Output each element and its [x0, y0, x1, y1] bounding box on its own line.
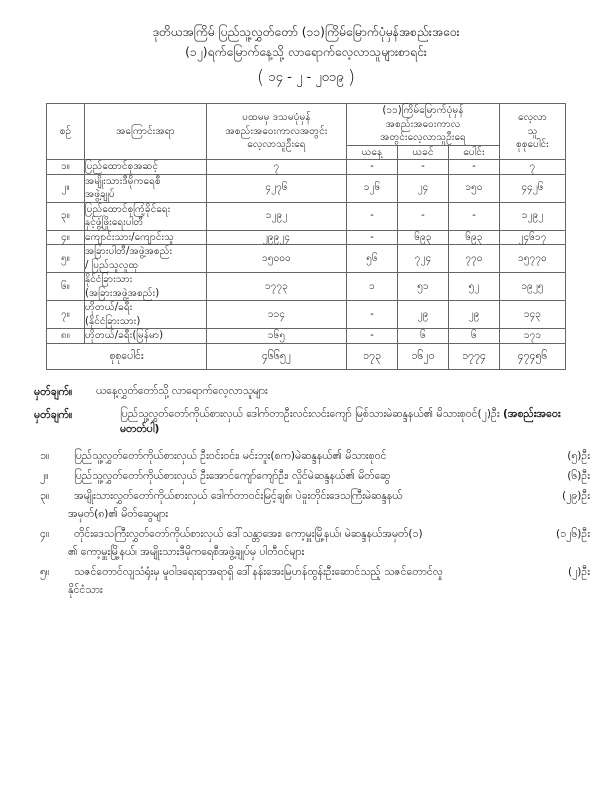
note-label: မှတ်ချက်။: [34, 385, 73, 398]
table-row: [47, 273, 566, 301]
note-row: [34, 407, 586, 438]
row-subject-l2: အဖွဲ့ချုပ်: [85, 189, 115, 200]
row-subject-l2: (နိုင်ငံခြားသား): [85, 315, 141, 327]
notes-section: [0, 384, 612, 438]
total-previous: ၁၆၂၀: [398, 343, 449, 370]
header-grand-l2: သူ: [527, 125, 538, 137]
row-today: -: [347, 230, 398, 245]
row-today: -: [347, 202, 398, 230]
title-date-line: [0, 64, 612, 91]
table-row: [47, 329, 566, 344]
header-first-session-l3: လေ့လာသူဦးရေ: [247, 139, 306, 151]
row-today: ၁၂၆: [347, 174, 398, 202]
row-today: -: [347, 329, 398, 344]
row-previous: ၂၄: [398, 174, 449, 202]
total-first-session: ၄၆၆၅၂: [207, 343, 347, 370]
row-subject: [85, 245, 207, 273]
row-serial: ၅။: [47, 245, 85, 273]
row-subject-l2: (အခြားအဖွဲ့အစည်း): [85, 287, 160, 299]
list-item-body: [74, 488, 590, 504]
row-previous: ၇၂၄: [398, 245, 449, 273]
row-serial: ၈။: [47, 329, 85, 344]
row-serial: ၄။: [47, 230, 85, 245]
list-item-count: (၁၂၆)ဦး: [556, 527, 590, 540]
table-total-row: [47, 343, 566, 370]
row-subtotal: ၂၉: [449, 301, 500, 329]
header-serial: စဉ်: [47, 104, 85, 160]
row-first-session: ၂၉၉၂၄: [207, 230, 347, 245]
row-first-session: ၄၂၇၆: [207, 174, 347, 202]
header-11th-l3: အတွင်းလေ့လာသူဦးရေ: [380, 132, 466, 143]
row-subject-l2: နှင့်ဖွံ့ဖြိုးရေးပါတီ: [85, 217, 144, 228]
row-grand-total: ၁၄၃: [500, 301, 566, 329]
row-subject: [85, 329, 207, 344]
row-subject: [85, 202, 207, 230]
list-item-number: ၂။: [40, 469, 49, 482]
report-date: ၁၄ - ၂ - ၂၀၁၉: [268, 70, 344, 85]
row-subtotal: -: [449, 160, 500, 175]
note-label: မှတ်ချက်။: [34, 407, 73, 421]
list-item-text: အမျိုးသားလွှတ်တော်ကိုယ်စားလှယ် ဒေါက်တာဝင်းမြင့်ချစ်၊ ပဲခူးတိုင်းဒေသကြီးမဲဆန္ဒနယ်: [74, 489, 403, 502]
list-item-count: (၂)ဦး: [567, 565, 590, 578]
list-item-body: [74, 448, 590, 464]
attendance-table-wrapper: [46, 103, 566, 370]
row-first-session: ၁၇၇၃: [207, 273, 347, 301]
row-previous: -: [398, 202, 449, 230]
row-subject-l1: ပြည်ထောင်စုအဆင့်: [85, 161, 159, 172]
note-text: [96, 407, 586, 438]
note-text: ယနေ့လွှတ်တော်သို့ လာရောက်လေ့လာသူများ: [96, 385, 268, 397]
row-subject: [85, 160, 207, 175]
header-subtotal: ပေါင်း: [449, 145, 500, 160]
row-subject-l1: အခြားပါတီ/အဖွဲ့အစည်း: [85, 246, 173, 257]
row-grand-total: ၇: [500, 160, 566, 175]
header-grand-l3: စုစုပေါင်း: [516, 139, 549, 151]
list-item-number: ၁။: [40, 449, 50, 462]
list-item: [34, 468, 590, 484]
row-subtotal: -: [449, 202, 500, 230]
total-label: စုစုပေါင်း: [47, 343, 207, 370]
row-previous: ၆: [398, 329, 449, 344]
row-subject: [85, 174, 207, 202]
list-item-number: ၃။: [40, 489, 50, 502]
table-row: [47, 160, 566, 175]
list-item: [34, 448, 590, 464]
header-first-session-l1: ပထမမှ ဒသမပုံမှန်: [242, 112, 311, 124]
total-grand: ၄၇၄၅၆: [500, 343, 566, 370]
list-item: [34, 488, 590, 504]
total-today: ၁၇၃: [347, 343, 398, 370]
row-grand-total: ၄၄၂၆: [500, 174, 566, 202]
row-serial: ၃။: [47, 202, 85, 230]
row-subtotal: ၆၉၃: [449, 230, 500, 245]
row-serial: ၆။: [47, 273, 85, 301]
row-subject: [85, 301, 207, 329]
title-line-2: (၁၂)ရက်မြောက်နေ့သို့ လာရောက်လေ့လာသူများစာရင်း: [185, 45, 427, 59]
list-item-number: ၄။: [40, 527, 50, 540]
title-line-1: ဒုတိယအကြိမ် ပြည်သူ့လွှတ်တော် (၁၁)ကြိမ်မြောက်ပုံမှန်အစည်းအဝေး: [152, 25, 460, 39]
list-item-body: [74, 526, 590, 542]
row-serial: ၇။: [47, 301, 85, 329]
list-item-text: တိုင်းဒေသကြီးလွှတ်တော်ကိုယ်စားလှယ် ဒေါ်သန္တာအေး၊ ကော့မှူးမြို့နယ်၊ မဲဆန္ဒနယ်အမှတ်(၁): [74, 527, 423, 540]
header-row-top: [47, 104, 566, 146]
row-grand-total: ၁၇၁: [500, 329, 566, 344]
row-previous: ၂၉: [398, 301, 449, 329]
row-previous: ၆၉၃: [398, 230, 449, 245]
total-subtotal: ၁၇၇၄: [449, 343, 500, 370]
list-item-continuation: ၏ ကော့မှူးမြို့နယ်၊ အမျိုးသားဒီမိုကရေစီအဖွဲ့ချုပ်မှ ပါတီဝင်များ: [68, 545, 305, 558]
row-subject: [85, 230, 207, 245]
table-row: [47, 174, 566, 202]
list-item-body: [74, 468, 590, 484]
row-subject-l1: နိုင်ငံခြားသား: [85, 274, 133, 285]
list-item-number: ၅။: [40, 565, 50, 578]
row-serial: ၂။: [47, 174, 85, 202]
list-item-text: သဇင်တောင်လျသံရုံးမှ မူဝါဒရေးရာအရာရှိ ဒေါ်နန်းအေးမြဟန်ထွန်းဦးဆောင်သည့် သဇင်တောင်လှု: [74, 565, 443, 578]
row-previous: ၅၁: [398, 273, 449, 301]
table-body: [47, 160, 566, 370]
header-11th-l1: (၁၁)ကြိမ်မြောက်ပုံမှန်: [382, 105, 464, 116]
row-subject: [85, 273, 207, 301]
row-today: -: [347, 160, 398, 175]
row-subtotal: ၁၅၀: [449, 174, 500, 202]
list-item: [34, 526, 590, 542]
row-first-session: ၁၆၅: [207, 329, 347, 344]
list-item-text: ပြည်သူ့လွှတ်တော်ကိုယ်စားလှယ် ဦးဝင်းဝင်း၊ မင်းဘူး(စက)မဲဆန္ဒနယ်၏ မိသားစုဝင်: [74, 449, 387, 462]
list-item-body: [74, 564, 590, 580]
header-11th-l2: အစည်းအဝေးကာလ: [385, 118, 461, 130]
list-item: [34, 564, 590, 580]
list-item-count: (၆)ဦး: [567, 469, 590, 482]
note-text-bold-tail: (အစည်းအဝေးမတတ်ပါ): [120, 407, 561, 435]
row-subject-l2: / ပြည်သူလူထု: [85, 259, 139, 271]
table-row: [47, 230, 566, 245]
list-item-continuation: နိုင်ငံသား: [68, 583, 103, 596]
row-grand-total: ၂၄၆၁၇: [500, 230, 566, 245]
row-today: ၅၆: [347, 245, 398, 273]
row-subtotal: ၅၂: [449, 273, 500, 301]
attendance-table: [46, 103, 566, 370]
list-item-text: ပြည်သူ့လွှတ်တော်ကိုယ်စားလှယ် ဦးအောင်ကျော်ကျော်ဦး၊ လှိုင်မဲဆန္ဒနယ်၏ မိတ်ဆွေ: [74, 469, 391, 482]
row-first-session: ၁၂၉၂: [207, 202, 347, 230]
table-row: [47, 301, 566, 329]
list-item-count: (၅)ဦး: [567, 449, 590, 462]
row-subject-l1: အမျိုးသားဒီမိုကရေစီ: [85, 175, 161, 187]
row-subtotal: ၇၇၀: [449, 245, 500, 273]
table-head: [47, 104, 566, 160]
row-subject-l1: ပြည်ထောင်စုကြံ့ခိုင်ရေး: [85, 203, 171, 215]
table-row: [47, 202, 566, 230]
header-11th-session-group: [347, 104, 500, 146]
row-first-session: ၁၅၀၀၀: [207, 245, 347, 273]
header-first-session-l2: အစည်းအဝေးကာလအတွင်း: [225, 125, 328, 137]
row-grand-total: ၁၉၂၅: [500, 273, 566, 301]
row-subject-l1: ဟိုတယ်/ခရီး(မြန်မာ): [85, 330, 164, 341]
header-grand-l1: လေ့လာ: [518, 112, 547, 124]
row-first-session: ၇: [207, 160, 347, 175]
header-previous: ယခင်: [398, 145, 449, 160]
row-today: ၁: [347, 273, 398, 301]
header-subject: အကြောင်းအရာ: [85, 104, 207, 160]
note-row: [34, 384, 586, 400]
visitor-group-list: [0, 448, 612, 598]
paren-open: (: [256, 66, 265, 88]
list-item-count: (၂၉)ဦး: [562, 489, 590, 502]
header-today: ယနေ့: [347, 145, 398, 160]
row-first-session: ၁၁၄: [207, 301, 347, 329]
header-first-session: [207, 104, 347, 160]
row-subject-l1: ဟိုတယ်/ခရီး: [85, 302, 133, 313]
table-row: [47, 245, 566, 273]
paren-close: ): [347, 66, 356, 88]
row-previous: -: [398, 160, 449, 175]
list-item-continuation: အမှတ်(၈)၏ မိတ်ဆွေများ: [68, 507, 168, 520]
row-subtotal: ၆: [449, 329, 500, 344]
row-serial: ၁။: [47, 160, 85, 175]
row-grand-total: ၁၂၉၂: [500, 202, 566, 230]
row-today: -: [347, 301, 398, 329]
row-grand-total: ၁၅၇၇၀: [500, 245, 566, 273]
row-subject-l1: ကျောင်းသား/ကျောင်းသူ: [85, 231, 174, 243]
document-title-block: [0, 0, 612, 91]
note-text-main: ပြည်သူ့လွှတ်တော်ကိုယ်စားလှယ် ဒေါက်တာဦးလင်းလင်းကျော် မြစ်သားမဲဆန္ဒနယ်၏ မိသားစုဝင်(၂)ဦး: [120, 407, 500, 420]
header-grand-total: [500, 104, 566, 160]
